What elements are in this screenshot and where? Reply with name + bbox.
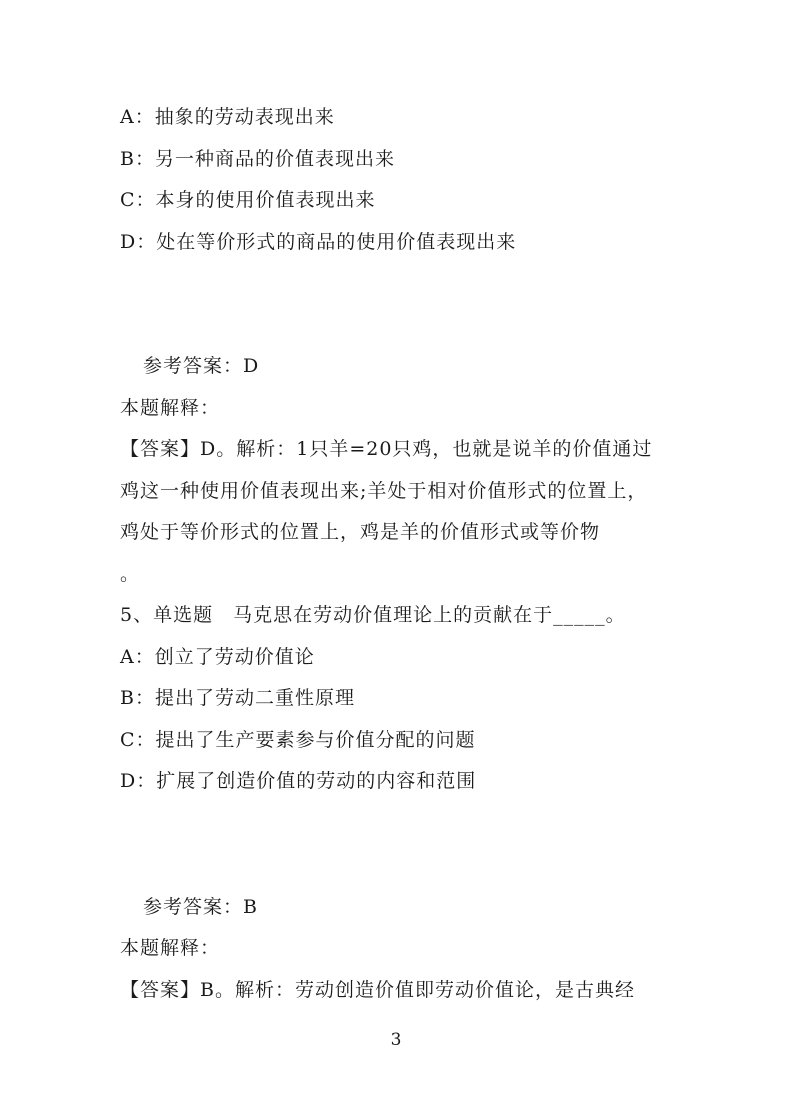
q4-explanation-line: 鸡处于等价形式的位置上，鸡是羊的价值形式或等价物: [120, 521, 601, 543]
q5-explanation-line: 【答案】B。解析：劳动创造价值即劳动价值论，是古典经: [120, 979, 635, 1001]
q5-answer: 参考答案：B: [143, 896, 258, 918]
q4-explanation-line: 。: [120, 563, 141, 585]
q4-explanation-line: 鸡这一种使用价值表现出来;羊处于相对价值形式的位置上，: [120, 480, 648, 502]
q4-explanation-line: 【答案】D。解析：1只羊=20只鸡，也就是说羊的价值通过: [120, 438, 653, 460]
q5-option-d: D：扩展了创造价值的劳动的内容和范围: [120, 770, 477, 792]
page-number: 3: [390, 1030, 402, 1050]
q4-explanation-title: 本题解释：: [120, 397, 221, 419]
q5-option-a: A：创立了劳动价值论: [120, 646, 315, 668]
q4-answer: 参考答案：D: [143, 355, 260, 377]
q5-explanation-title: 本题解释：: [120, 937, 221, 959]
q4-option-c: C：本身的使用价值表现出来: [120, 189, 376, 211]
q4-option-d: D：处在等价形式的商品的使用价值表现出来: [120, 231, 517, 253]
q5-question: 5、单选题 马克思在劳动价值理论上的贡献在于_____。: [120, 604, 626, 626]
q4-option-a: A：抽象的劳动表现出来: [120, 106, 335, 128]
q5-option-c: C：提出了生产要素参与价值分配的问题: [120, 729, 476, 751]
q5-option-b: B：提出了劳动二重性原理: [120, 687, 355, 709]
q4-option-b: B：另一种商品的价值表现出来: [120, 148, 395, 170]
